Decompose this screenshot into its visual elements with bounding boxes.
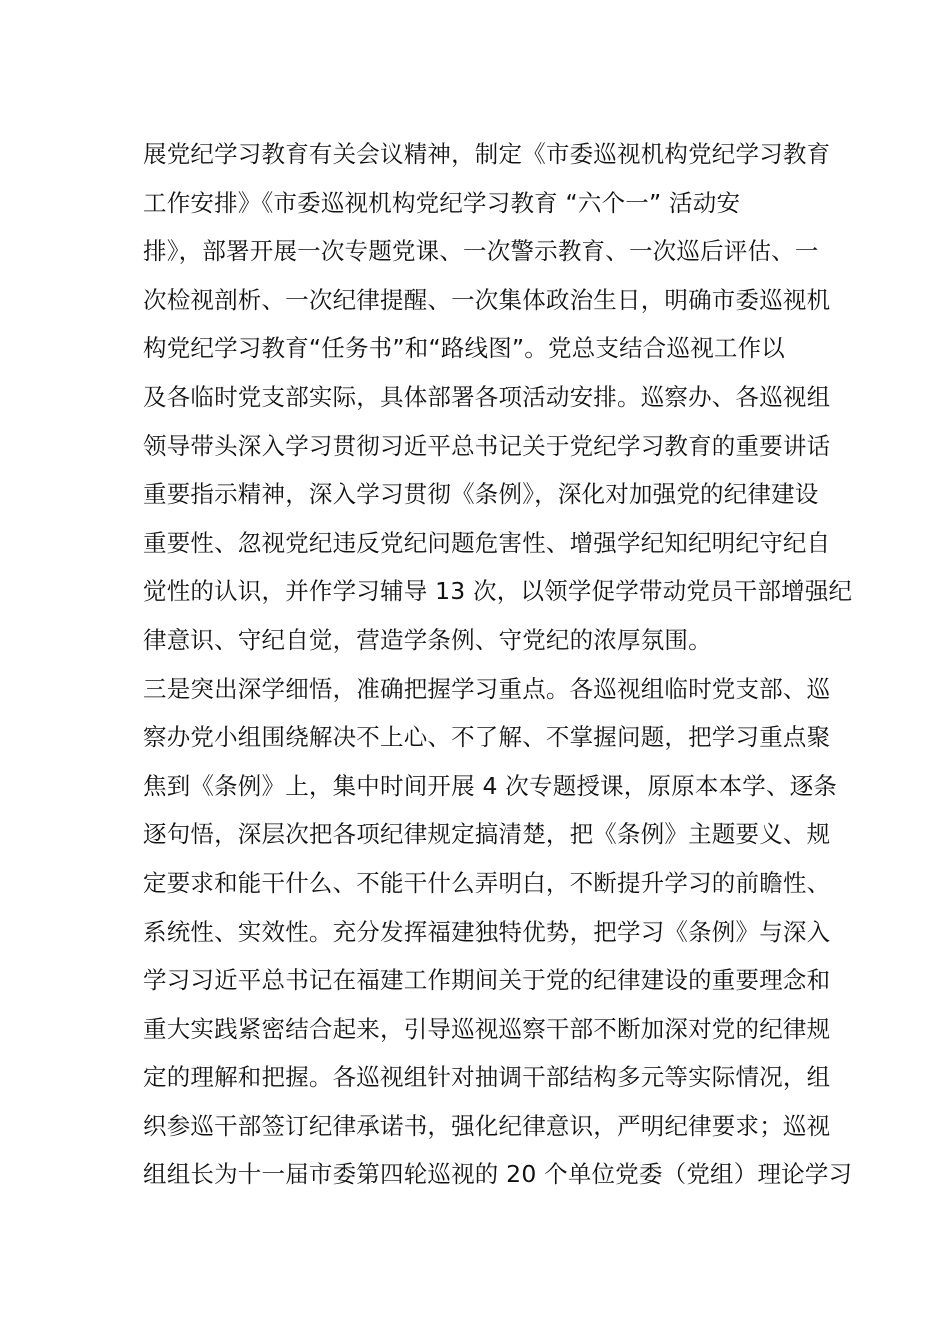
text-line: 学习习近平总书记在福建工作期间关于党的纪律建设的重要理念和: [143, 966, 831, 995]
text-line: 织参巡干部签订纪律承诺书，强化纪律意识，严明纪律要求；巡视: [143, 1111, 831, 1140]
text-line: 展党纪学习教育有关会议精神，制定《市委巡视机构党纪学习教育: [143, 140, 831, 168]
text-line: 觉性的认识，并作学习辅导 13 次，以领学促学带动党员干部增强纪: [143, 577, 853, 606]
text-line: 重要指示精神，深入学习贯彻《条例》，深化对加强党的纪律建设: [143, 480, 819, 509]
text-line: 工作安排》《市委巡视机构党纪学习教育 “六个一” 活动安: [143, 188, 741, 217]
text-line: 定的理解和把握。各巡视组针对抽调干部结构多元等实际情况，组: [143, 1063, 831, 1092]
text-line: 组组长为十一届市委第四轮巡视的 20 个单位党委（党组）理论学习: [143, 1160, 853, 1189]
text-line: 系统性、实效性。充分发挥福建独特优势，把学习《条例》与深入: [143, 917, 831, 946]
body-text: [143, 130, 853, 1199]
text-line: 及各临时党支部实际，具体部署各项活动安排。巡察办、各巡视组: [143, 382, 831, 411]
text-line: 律意识、守纪自觉，营造学条例、守党纪的浓厚氛围。: [143, 625, 712, 654]
text-line: 焦到《条例》上，集中时间开展 4 次专题授课，原原本本学、逐条: [143, 771, 838, 800]
text-line: 次检视剖析、一次纪律提醒、一次集体政治生日，明确市委巡视机: [143, 285, 831, 314]
text-line: 构党纪学习教育“任务书”和“路线图”。党总支结合巡视工作以: [143, 334, 785, 363]
text-line: 逐句悟，深层次把各项纪律规定搞清楚，把《条例》主题要义、规: [143, 820, 831, 849]
text-line: 三是突出深学细悟，准确把握学习重点。各巡视组临时党支部、巡: [143, 674, 831, 703]
text-line: 定要求和能干什么、不能干什么弄明白，不断提升学习的前瞻性、: [143, 868, 831, 897]
text-line: 领导带头深入学习贯彻习近平总书记关于党纪学习教育的重要讲话: [143, 431, 831, 460]
text-line: 察办党小组围绕解决不上心、不了解、不掌握问题，把学习重点聚: [143, 723, 831, 752]
text-line: 重要性、忽视党纪违反党纪问题危害性、增强学纪知纪明纪守纪自: [143, 528, 831, 557]
text-line: 排》，部署开展一次专题党课、一次警示教育、一次巡后评估、一: [143, 237, 819, 266]
text-line: 重大实践紧密结合起来，引导巡视巡察干部不断加深对党的纪律规: [143, 1014, 831, 1043]
